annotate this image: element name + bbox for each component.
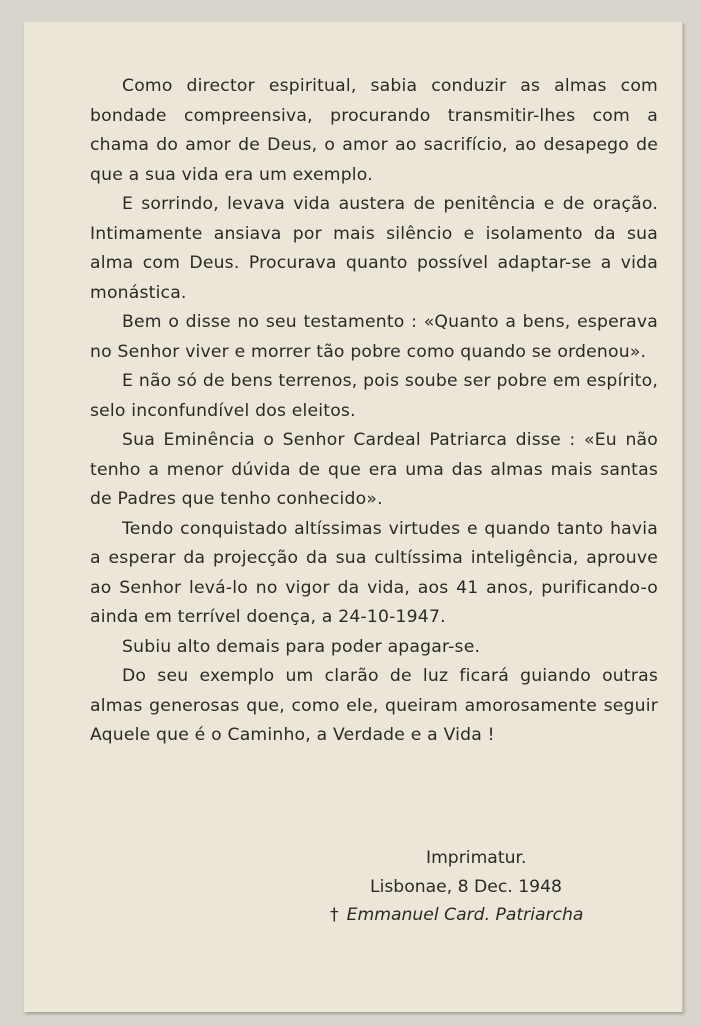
signatory-name: Emmanuel Card. Patriarcha (346, 905, 584, 925)
paragraph-3: Bem o disse no seu testamento : «Quanto a bens, esperava no Senhor viver e morrer tão pobre como quando se ordenou». (90, 312, 658, 362)
printed-sheet (24, 22, 683, 1012)
cross-icon: † (330, 905, 339, 925)
paragraph-5: Sua Eminência o Senhor Cardeal Patriarca disse : «Eu não tenho a menor dúvida de que era uma das almas mais santas de Padres que tenho conhecido». (90, 430, 658, 509)
paragraph-2: E sorrindo, levava vida austera de penitência e de oração. Intimamente ansiava por mais silêncio e isolamento da sua alma com Deus. Procurava quanto possível adaptar-se a vida monástica. (90, 194, 658, 303)
imprimatur-signatory-line (330, 905, 583, 925)
paragraph-8: Do seu exemplo um clarão de luz ficará guiando outras almas generosas que, como ele, queiram amorosamente seguir Aquele que é o Caminho, a Verdade e a Vida ! (90, 666, 658, 745)
paragraph-6: Tendo conquistado altíssimas virtudes e quando tanto havia a esperar da projecção da sua cultíssima inteligência, aprouve ao Senhor levá-lo no vigor da vida, aos 41 anos, purificando-o ainda em terrível doença, a 24-10-1947. (90, 518, 658, 627)
paragraph-7: Subiu alto demais para poder apagar-se. (122, 636, 481, 657)
imprimatur-label: Imprimatur. (426, 848, 527, 868)
paragraph-1: Como director espiritual, sabia conduzir as almas com bondade compreensiva, procurando transmitir-lhes com a chama do amor de Deus, o amor ao sacrifício, ao desapego de que a sua vida era um exemplo. (90, 76, 658, 185)
imprimatur-place-date: Lisbonae, 8 Dec. 1948 (370, 877, 562, 897)
body-text (90, 72, 658, 751)
paragraph-4: E não só de bens terrenos, pois soube ser pobre em espírito, selo inconfundível dos eleitos. (90, 371, 658, 421)
